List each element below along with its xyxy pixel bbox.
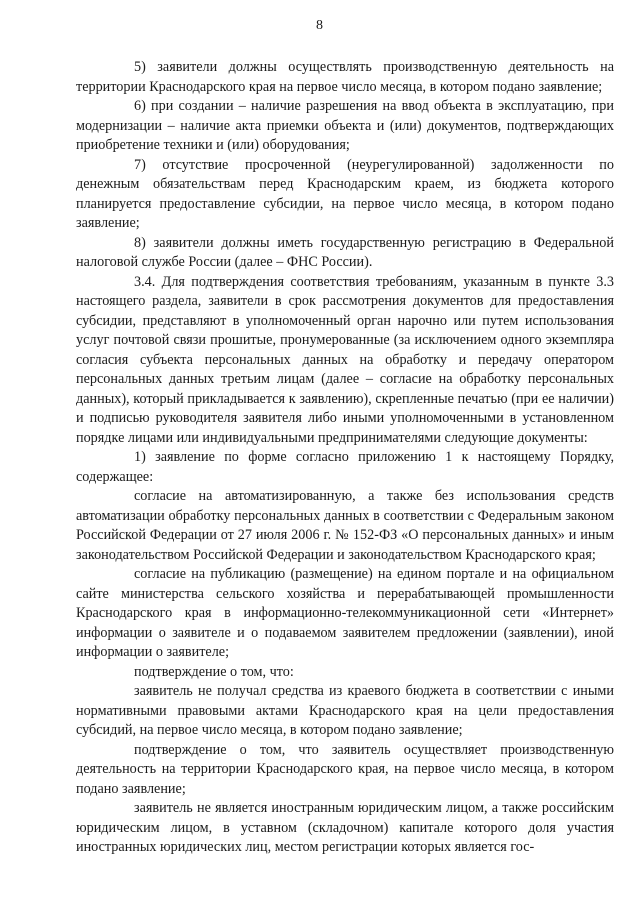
paragraph-consent-processing: согласие на автоматизированную, а также без использования средств автоматизации обработку персональных данных в соответствии с Федеральным законом Российской Федерации от 27 июля 2006 г. № 152-ФЗ «О персональных данных» и иным законодательством Российской Федерации и законодательством Краснодарского края; [76, 488, 614, 563]
paragraph-section-3-4: 3.4. Для подтверждения соответствия требованиям, указанным в пункте 3.3 настоящего раздела, заявители в срок рассмотрения документов для предоставления субсидии, представляют в уполномоченный орган нарочно или путем использования услуг почтовой связи прошитые, пронумерованные (за исключением одного экземпляра согласия субъекта персональных данных на обработку и передачу оператором персональных данных третьим лицам (далее – согласие на обработку персональных данных), который прикладывается к заявлению), скрепленные печатью (при ее наличии) и подписью руководителя заявителя либо иными уполномоченными в установленном порядке лицами или индивидуальными предпринимателями следующие документы: [76, 273, 614, 446]
document-body [76, 58, 614, 858]
paragraph-no-budget-funds: заявитель не получал средства из краевого бюджета в соответствии с иными нормативными правовыми актами Краснодарского края на цели предоставления субсидий, на первое число месяца, в котором подано заявление; [76, 683, 614, 738]
page-number: 8 [316, 18, 323, 33]
paragraph-production-activity: подтверждение о том, что заявитель осуществляет производственную деятельность на территории Краснодарского края, на первое число месяца, в котором подано заявление; [76, 741, 614, 797]
paragraph-item-6: 6) при создании – наличие разрешения на ввод объекта в эксплуатацию, при модернизации – наличие акта приемки объекта и (или) документов, подтверждающих приобретение техники и (или) оборудования; [76, 98, 614, 153]
paragraph-item-5: 5) заявители должны осуществлять производственную деятельность на территории Краснодарского края на первое число месяца, в котором подано заявление; [76, 59, 614, 95]
paragraph-item-8: 8) заявители должны иметь государственную регистрацию в Федеральной налоговой службе России (далее – ФНС России). [76, 234, 614, 270]
paragraph-item-7: 7) отсутствие просроченной (неурегулированной) задолженности по денежным обязательствам перед Краснодарским краем, из бюджета которого планируется предоставление субсидии, на первое число месяца, в котором подано заявление; [76, 156, 614, 231]
paragraph-not-foreign-entity: заявитель не является иностранным юридическим лицом, а также российским юридическим лицом, в уставном (складочном) капитале которого доля участия иностранных юридических лиц, местом регистрации которых является гос- [76, 800, 614, 855]
paragraph-consent-publication: согласие на публикацию (размещение) на едином портале и на официальном сайте министерства сельского хозяйства и перерабатывающей промышленности Краснодарского края в информационно-телекоммуникационной сети «Интернет» информации о заявителе и о подаваемом заявителем предложении (заявлении), иной информации о заявителе; [76, 566, 614, 660]
paragraph-confirmation-intro: подтверждение о том, что: [134, 663, 294, 680]
paragraph-application-form: 1) заявление по форме согласно приложению 1 к настоящему Порядку, содержащее: [76, 449, 614, 485]
